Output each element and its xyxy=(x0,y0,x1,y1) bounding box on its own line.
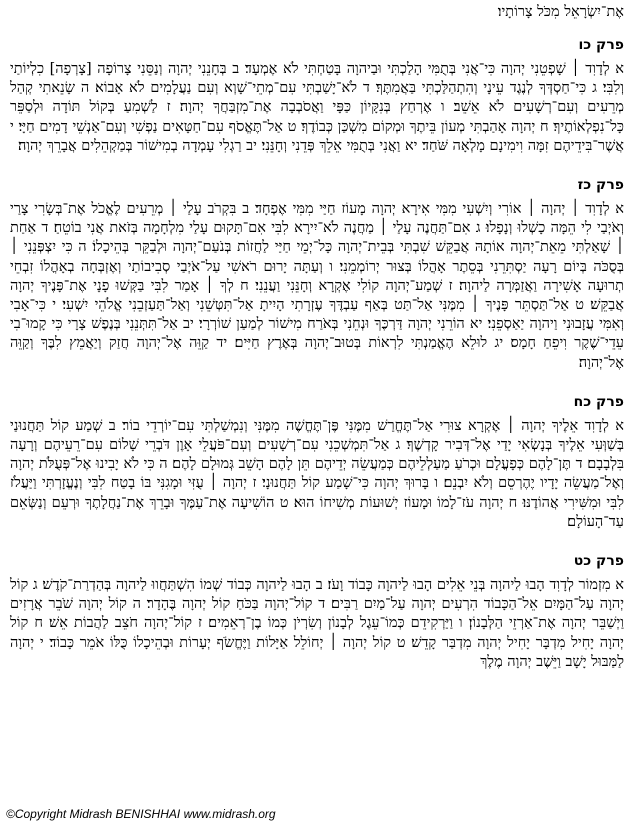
chapter-text: א לְדָוִד אֵלֶיךָ יְהוָה ׀ אֶקְרָא צוּרִי אַל־תֶּחֱרַשׁ מִמֶּנִּי פֶּן־תֶּחֱשֶׁה מִמֶּנִּי וְנִמְשַׁלְתִּי עִם־יוֹרְדֵי בוֹר׃ ב שְׁמַע קוֹל תַּחֲנוּנַי בְּשַׁוְּעִי אֵלֶיךָ בְּנָשְׂאִי יָדַי אֶל־דְּבִיר קָדְשֶׁךָ׃ ג אַל־תִּמְשְׁכֵנִי עִם־רְשָׁעִים וְעִם־פֹּעֲלֵי אָוֶן דֹּבְרֵי שָׁלוֹם עִם־רֵעֵיהֶם וְרָעָה בִּלְבָבָם׃ ד תֶּן־לָהֶם כְּפָעֳלָם וּכְרֹעַ מַעַלְלֵיהֶם כְּמַעֲשֵׂה יְדֵיהֶם תֵּן לָהֶם הָשֵׁב גְּמוּלָם לָהֶם׃ ה כִּי לֹא יָבִינוּ אֶל־פְּעֻלֹּת יְהוָה וְאֶל־מַעֲשֵׂה יָדָיו יֶהֶרְסֵם וְלֹא יִבְנֵם׃ ו בָּרוּךְ יְהוָה כִּי־שָׁמַע קוֹל תַּחֲנוּנָי׃ ז יְהוָה ׀ עֻזִּי וּמָגִנִּי בּוֹ בָטַח לִבִּי וְנֶעֱזָרְתִּי וַיַּעֲלֹז לִבִּי וּמִשִּׁירִי אֲהוֹדֶנּוּ׃ ח יְהוָה עֹז־לָמוֹ וּמָעוֹז יְשׁוּעוֹת מְשִׁיחוֹ הוּא׃ ט הוֹשִׁיעָה אֶת־עַמֶּךָ וּבָרֵךְ אֶת־נַחֲלָתֶךָ וּרְעֵם וְנַשְּׂאֵם עַד־הָעוֹלָם׃ xyxy=(10,417,624,530)
copyright-footer: ©Copyright Midrash BENISHHAI www.midrash.org xyxy=(6,807,276,821)
chapter-title: פרק כז xyxy=(577,177,624,194)
document-page xyxy=(10,2,624,822)
chapter-26 xyxy=(10,36,624,156)
chapter-text: א לְדָוִד ׀ יְהוָה ׀ אוֹרִי וְיִשְׁעִי מִמִּי אִירָא יְהוָה מָעוֹז חַיַּי מִמִּי אֶפְחָד׃ ב בִּקְרֹב עָלַי ׀ מְרֵעִים לֶאֱכֹל אֶת־בְּשָׂרִי צָרַי וְאֹיְבַי לִי הֵמָּה כָשְׁלוּ וְנָפָלוּ׃ ג אִם־תַּחֲנֶה עָלַי ׀ מַחֲנֶה לֹא־יִירָא לִבִּי אִם־תָּקוּם עָלַי מִלְחָמָה בְּזֹאת אֲנִי בוֹטֵחַ׃ ד אַחַת ׀ שָׁאַלְתִּי מֵאֵת־יְהוָה אוֹתָהּ אֲבַקֵּשׁ שִׁבְתִּי בְּבֵית־יְהוָה כָּל־יְמֵי חַיַּי לַחֲזוֹת בְּנֹעַם־יְהוָה וּלְבַקֵּר בְּהֵיכָלוֹ׃ ה כִּי יִצְפְּנֵנִי ׀ בְּסֻכֹּה בְּיוֹם רָעָה יַסְתִּרֵנִי בְּסֵתֶר אָהֳלוֹ בְּצוּר יְרוֹמְמֵנִי׃ ו וְעַתָּה יָרוּם רֹאשִׁי עַל־אֹיְבַי סְבִיבוֹתַי וְאֶזְבְּחָה בְאָהֳלוֹ זִבְחֵי תְרוּעָה אָשִׁירָה וַאֲזַמְּרָה לַיהוָה׃ ז שְׁמַע־יְהוָה קוֹלִי אֶקְרָא וְחָנֵּנִי וַעֲנֵנִי׃ ח לְךָ ׀ אָמַר לִבִּי בַּקְּשׁוּ פָנָי אֶת־פָּנֶיךָ יְהוָה אֲבַקֵּשׁ׃ ט אַל־תַּסְתֵּר פָּנֶיךָ ׀ מִמֶּנִּי אַל־תַּט בְּאַף עַבְדֶּךָ עֶזְרָתִי הָיִיתָ אַל־תִּטְּשֵׁנִי וְאַל־תַּעַזְבֵנִי אֱלֹהֵי יִשְׁעִי׃ י כִּי־אָבִי וְאִמִּי עֲזָבוּנִי וַיהוָה יַאַסְפֵנִי׃ יא הוֹרֵנִי יְהוָה דַּרְכֶּךָ וּנְחֵנִי בְּאֹרַח מִישׁוֹר לְמַעַן שׁוֹרְרָי׃ יב אַל־תִּתְּנֵנִי בְּנֶפֶשׁ צָרָי כִּי קָמוּ־בִי עֵדֵי־שֶׁקֶר וִיפֵחַ חָמָס׃ יג לוּלֵא הֶאֱמַנְתִּי לִרְאוֹת בְּטוּב־יְהוָה בְּאֶרֶץ חַיִּים׃ יד קַוֵּה אֶל־יְהוָה חֲזַק וְיַאֲמֵץ לִבֶּךָ וְקַוֵּה אֶל־יְהוָה׃ xyxy=(10,201,624,371)
chapter-29 xyxy=(10,552,624,672)
chapter-text: א מִזְמוֹר לְדָוִד הָבוּ לַיהוָה בְּנֵי אֵלִים הָבוּ לַיהוָה כָּבוֹד וָעֹז׃ ב הָבוּ לַיהוָה כְּבוֹד שְׁמוֹ הִשְׁתַּחֲווּ לַיהוָה בְּהַדְרַת־קֹדֶשׁ׃ ג קוֹל יְהוָה עַל־הַמָּיִם אֵל־הַכָּבוֹד הִרְעִים יְהוָה עַל־מַיִם רַבִּים׃ ד קוֹל־יְהוָה בַּכֹּחַ קוֹל יְהוָה בֶּהָדָר׃ ה קוֹל יְהוָה שֹׁבֵר אֲרָזִים וַיְשַׁבֵּר יְהוָה אֶת־אַרְזֵי הַלְּבָנוֹן׃ ו וַיַּרְקִידֵם כְּמוֹ־עֵגֶל לְבָנוֹן וְשִׂרְיֹן כְּמוֹ בֶן־רְאֵמִים׃ ז קוֹל־יְהוָה חֹצֵב לַהֲבוֹת אֵשׁ׃ ח קוֹל יְהוָה יָחִיל מִדְבָּר יָחִיל יְהוָה מִדְבַּר קָדֵשׁ׃ ט קוֹל יְהוָה ׀ יְחוֹלֵל אַיָּלוֹת וַיֶּחֱשֹׂף יְעָרוֹת וּבְהֵיכָלוֹ כֻּלּוֹ אֹמֵר כָּבוֹד׃ י יְהוָה לַמַּבּוּל יָשָׁב וַיֵּשֶׁב יְהוָה מֶלֶךְ xyxy=(10,577,624,670)
chapter-title: פרק כט xyxy=(573,553,624,570)
intro-line: אֶת־יִשְׂרָאֵל מִכֹּל צָרוֹתָיו׃ xyxy=(497,4,624,20)
chapter-28 xyxy=(10,393,624,532)
chapter-title: פרק כו xyxy=(578,37,624,53)
chapter-27 xyxy=(10,176,624,373)
chapter-text: א לְדָוִד ׀ שָׁפְטֵנִי יְהוָה כִּי־אֲנִי בְּתֻמִּי הָלַכְתִּי וּבַיהוָה בָּטַחְתִּי לֹא אֶמְעָד׃ ב בְּחָנֵנִי יְהוָה וְנַסֵּנִי צָרוֹפָה [צָרְפָה] כִלְיוֹתַי וְלִבִּי׃ ג כִּי־חַסְדְּךָ לְנֶגֶד עֵינָי וְהִתְהַלַּכְתִּי בַּאֲמִתֶּךָ׃ ד לֹא־יָשַׁבְתִּי עִם־מְתֵי־שָׁוְא וְעִם נַעֲלָמִים לֹא אָבוֹא׃ ה שָׂנֵאתִי קְהַל מְרֵעִים וְעִם־רְשָׁעִים לֹא אֵשֵׁב׃ ו אֶרְחַץ בְּנִקָּיוֹן כַּפָּי וַאֲסֹבְבָה אֶת־מִזְבַּחֲךָ יְהוָה׃ ז לַשְׁמִעַ בְּקוֹל תּוֹדָה וּלְסַפֵּר כָּל־נִפְלְאוֹתֶיךָ׃ ח יְהוָה אָהַבְתִּי מְעוֹן בֵּיתֶךָ וּמְקוֹם מִשְׁכַּן כְּבוֹדֶךָ׃ ט אַל־תֶּאֱסֹף עִם־חַטָּאִים נַפְשִׁי וְעִם־אַנְשֵׁי דָמִים חַיָּי׃ י אֲשֶׁר־בִּידֵיהֶם זִמָּה וִימִינָם מָלְאָה שֹּׁחַד׃ יא וַאֲנִי בְּתֻמִּי אֵלֵךְ פְּדֵנִי וְחָנֵּנִי׃ יב רַגְלִי עָמְדָה בְמִישׁוֹר בְּמַקְהֵלִים אֲבָרֵךְ יְהוָה׃ xyxy=(10,61,624,154)
chapter-title: פרק כח xyxy=(573,393,624,410)
